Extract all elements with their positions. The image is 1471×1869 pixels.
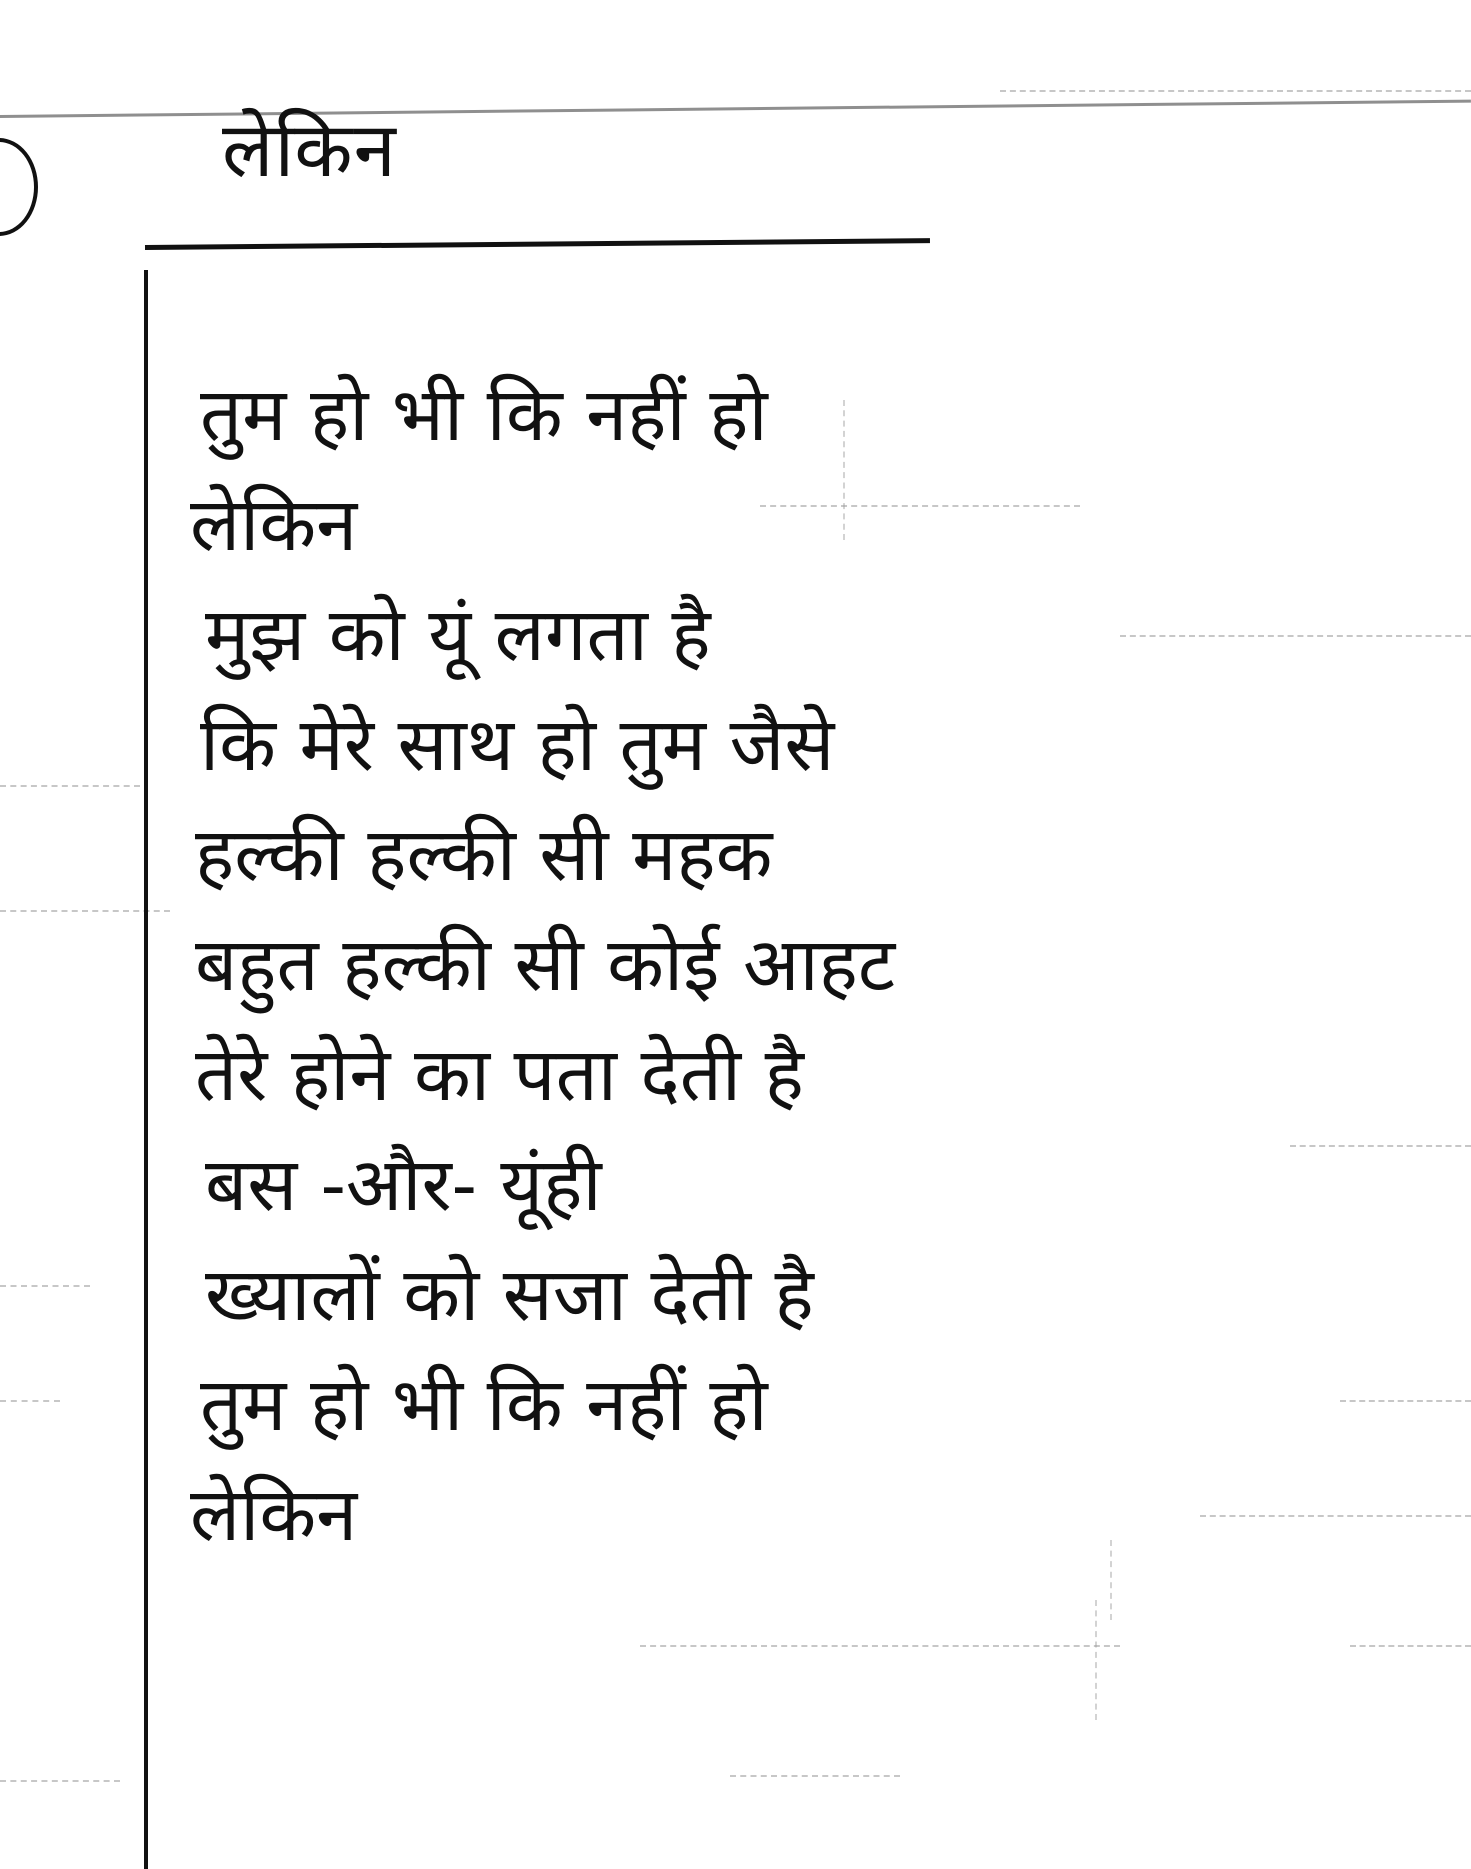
page-top-rule (0, 100, 1471, 118)
poem-line: कि मेरे साथ हो तुम जैसे (200, 702, 835, 788)
ruled-line (1340, 1400, 1471, 1402)
poem-line: ख्यालों को सजा देती है (205, 1252, 814, 1338)
poem-line: लेकिन (190, 1472, 358, 1558)
ruled-line (640, 1645, 1120, 1647)
ruled-line (0, 785, 140, 787)
ruled-margin (1095, 1600, 1097, 1720)
poem-line: तुम हो भी कि नहीं हो (200, 372, 768, 458)
ruled-line (0, 1400, 60, 1402)
poem-body (190, 360, 895, 1570)
title-underline (145, 238, 930, 250)
ruled-margin (1110, 1540, 1112, 1620)
page-title: लेकिन (222, 105, 397, 194)
poem-line: मुझ को यूं लगता है (205, 592, 711, 678)
ruled-line (0, 1285, 90, 1287)
ruled-line (0, 1780, 120, 1782)
ruled-line (730, 1775, 900, 1777)
margin-circle-mark (0, 138, 38, 236)
ruled-line (1200, 1515, 1471, 1517)
ruled-line (1120, 635, 1471, 637)
poem-line: तुम हो भी कि नहीं हो (200, 1362, 768, 1448)
poem-line: बहुत हल्की सी कोई आहट (195, 922, 896, 1008)
poem-line: हल्की हल्की सी महक (195, 812, 773, 898)
poem-line: बस -और- यूंही (205, 1142, 602, 1228)
ruled-line (1000, 90, 1471, 92)
poem-line: तेरे होने का पता देती है (195, 1032, 804, 1118)
poem-line: लेकिन (190, 482, 358, 568)
ruled-line (1350, 1645, 1471, 1647)
ruled-line (1290, 1145, 1471, 1147)
poem-left-border (144, 270, 148, 1869)
